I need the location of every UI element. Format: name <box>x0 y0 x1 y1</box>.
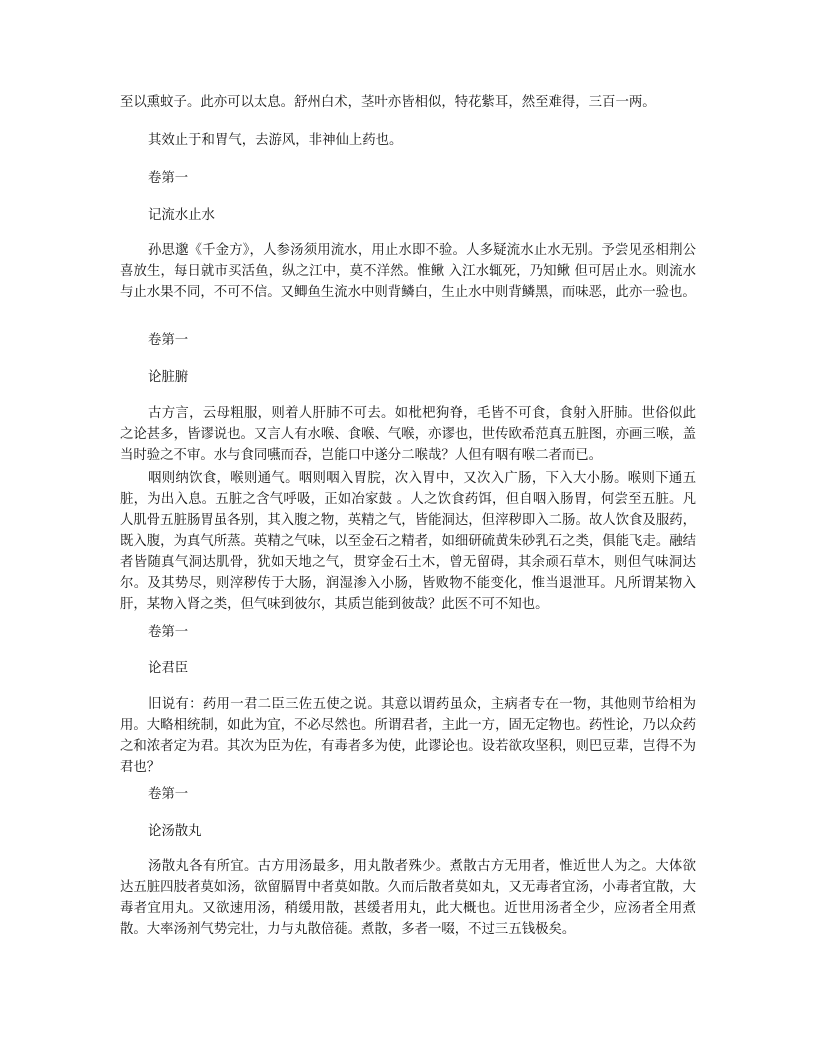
volume-label: 卷第一 <box>148 171 189 186</box>
volume-label: 卷第一 <box>148 625 189 640</box>
section-title: 论脏腑 <box>148 370 189 385</box>
paragraph: 汤散丸各有所宜。古方用汤最多，用丸散者殊少。煮散古方无用者，惟近世人为之。大体欲达五脏四肢者莫如汤，欲留膈胃中者莫如散。久而后散者莫如丸，又无毒者宜汤，小毒者宜散，大毒者宜用丸。又欲速用汤，稍缓用散，甚缓者用丸，此大概也。近世用汤者全少，应汤者全用煮散。大率汤剂气势完壮，力与丸散倍蓰。煮散，多者一啜，不过三五钱极矣。 <box>120 859 696 937</box>
paragraph: 咽则纳饮食，喉则通气。咽则咽入胃脘，次入胃中，又次入广肠，下入大小肠。喉则下通五脏，为出入息。五脏之含气呼吸，正如冶家鼓 。人之饮食药饵，但自咽入肠胃，何尝至五脏。凡人肌骨五脏肠胃虽各别，其入腹之物，英精之气，皆能洞达，但滓秽即入二肠。故人饮食及服药，既入腹，为真气所蒸。英精之气味，以至金石之精者，如细研硫黄朱砂乳石之类，俱能飞走。融结者皆随真气洞达肌骨，犹如天地之气，贯穿金石土木，曾无留碍，其余顽石草木，则但气味洞达尔。及其势尽，则滓秽传于大肠，润湿渗入小肠，皆败物不能变化，惟当退泄耳。凡所谓某物入肝，某物入肾之类，但气味到彼尔，其质岂能到彼哉？此医不可不知也。 <box>120 471 696 612</box>
paragraph-conclusion: 其效止于和胃气，去游风，非神仙上药也。 <box>148 133 403 148</box>
paragraph-continuation: 至以熏蚊子。此亦可以太息。舒州白术，茎叶亦皆相似，特花紫耳，然至难得，三百一两。 <box>120 95 656 110</box>
paragraph: 孙思邈《千金方》，人参汤须用流水，用止水即不验。人多疑流水止水无别。予尝见丞相荆公喜放生，每日就市买活鱼，纵之江中，莫不洋然。惟鳅 入江水辄死，乃知鳅 但可居止水。则流水与止水果不同，不可不信。又鲫鱼生流水中则背鳞白，生止水中则背鳞黑，而味恶，此亦一验也。 <box>120 243 696 300</box>
section-title: 记流水止水 <box>148 208 215 223</box>
section-title: 论汤散丸 <box>148 824 202 839</box>
paragraph: 旧说有：药用一君二臣三佐五使之说。其意以谓药虽众，主病者专在一物，其他则节给相为用。大略相统制，如此为宜，不必尽然也。所谓君者，主此一方，固无定物也。药性论，乃以众药之和浓者定为君。其次为臣为佐，有毒者多为使，此谬论也。设若欲攻坚积，则巴豆辈，岂得不为君也？ <box>120 697 696 775</box>
volume-label: 卷第一 <box>148 333 189 348</box>
paragraph: 古方言，云母粗服，则着人肝肺不可去。如枇杷狗脊，毛皆不可食，食射入肝肺。世俗似此之论甚多，皆谬说也。又言人有水喉、食喉、气喉，亦谬也，世传欧希范真五脏图，亦画三喉，盖当时验之不审。水与食同嚥而吞，岂能口中遂分二喉哉？人但有咽有喉二者而已。 <box>120 406 696 463</box>
section-title: 论君臣 <box>148 661 189 676</box>
volume-label: 卷第一 <box>148 787 189 802</box>
